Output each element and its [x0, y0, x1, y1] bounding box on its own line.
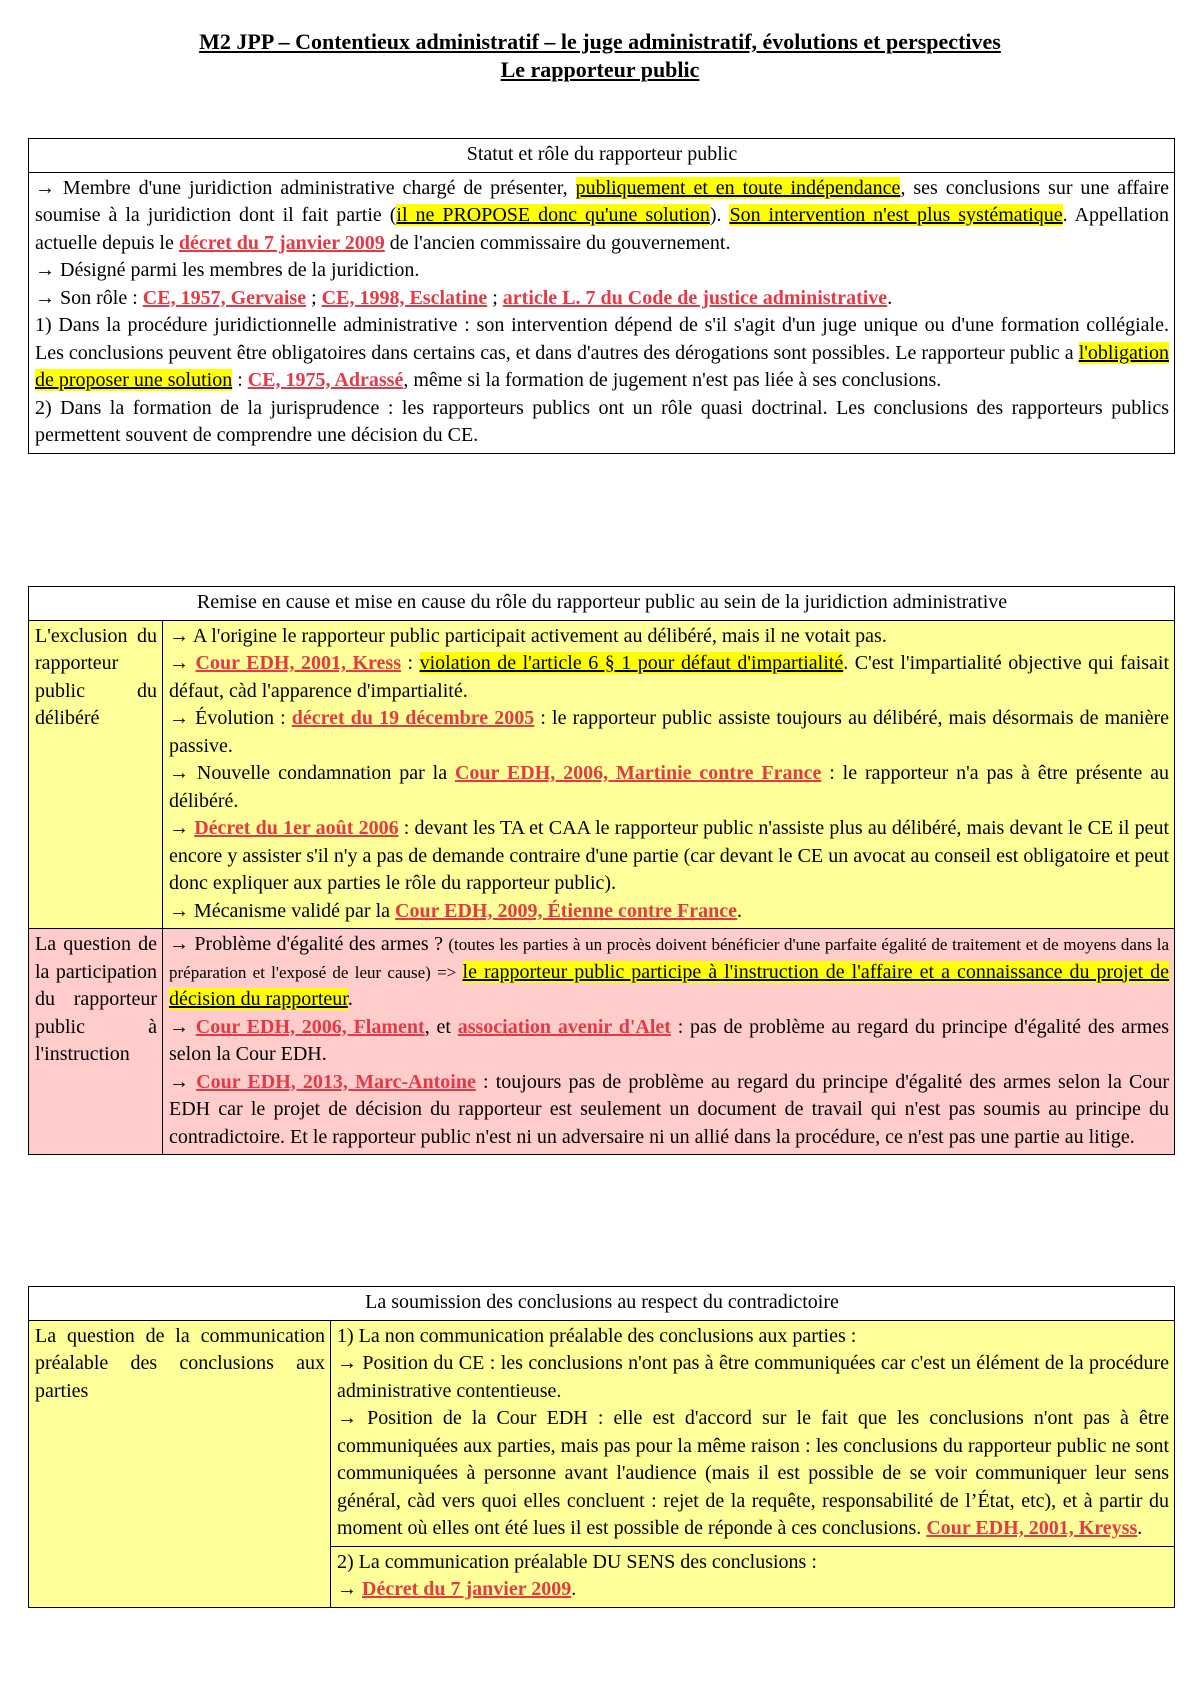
row-line: → Nouvelle condamnation par la Cour EDH, 2006, Martinie contre France : le rapporteur n'a pas à être présente au délibéré. [169, 762, 1169, 812]
row-line: → Problème d'égalité des armes ? (toutes les parties à un procès doivent bénéficier d'une parfaite égalité de traitement et de moyens dans la préparation et l'exposé de leur cause) => le rapporteur public participe à l'instruction de l'affaire et a connaissance du projet de décision du rapporteur. [169, 933, 1170, 1010]
title-line-course: M2 JPP – Contentieux administratif – le juge administratif, évolutions et perspectives [199, 29, 1001, 54]
legal-reference: Cour EDH, 2006, Martinie contre France [454, 762, 822, 784]
row-content [331, 1320, 1175, 1546]
paragraph-role: → Son rôle : CE, 1957, Gervaise ; CE, 1998, Esclatine ; article L. 7 du Code de justice administrative. [35, 286, 893, 309]
row-line: → Décret du 1er août 2006 : devant les TA et CAA le rapporteur public n'assiste plus au délibéré, mais devant le CE il peut encore y assister s'il n'y a pas de demande contraire d'une partie (car devant le CE un avocat au conseil est obligatoire et peut donc expliquer aux parties le rôle du rapporteur public). [169, 817, 1170, 894]
legal-reference: Cour EDH, 2009, Étienne contre France [395, 899, 738, 922]
highlight: violation de l'article 6 § 1 pour défaut d'impartialité [419, 652, 844, 674]
highlight: publiquement et en toute indépendance [575, 176, 901, 199]
legal-reference: Décret du 1er août 2006 [194, 817, 399, 839]
row-line: 1) La non communication préalable des conclusions aux parties : [337, 1324, 857, 1347]
highlight: il ne PROPOSE donc qu'une solution [396, 204, 710, 226]
table-heading: Remise en cause et mise en cause du rôle du rapporteur public au sein de la juridiction administrative [29, 587, 1175, 621]
legal-reference: Cour EDH, 2006, Flament [195, 1015, 425, 1038]
row-line: → Position de la Cour EDH : elle est d'accord sur le fait que les conclusions n'ont pas à être communiquées aux parties, mais pas pour la même raison : les conclusions du rapporteur public ne sont communiquées à personne avant l'audience (mais il est possible de se voir communiquer leur sens général, càd vers quoi elles concluent : rejet de la requête, responsabilité de l’État, etc), et à partir du moment où elles ont été lues il est possible de réponde à ces conclusions. Cour EDH, 2001, Kreyss. [337, 1407, 1169, 1539]
legal-reference: CE, 1957, Gervaise [142, 286, 307, 309]
table-row [29, 929, 1175, 1155]
row-line: 2) La communication préalable DU SENS des conclusions : [337, 1550, 817, 1573]
legal-reference: association avenir d'Alet [457, 1015, 671, 1038]
table-contradictoire [28, 1286, 1175, 1608]
highlight: l'obligation de proposer une solution [35, 341, 1169, 391]
row-label: La question de la participation du rapporteur public à l'instruction [29, 929, 163, 1155]
table-row [29, 1320, 1175, 1546]
title-line-topic: Le rapporteur public [500, 57, 700, 82]
row-label: La question de la communication préalable des conclusions aux parties [29, 1320, 331, 1607]
row-line: → Décret du 7 janvier 2009. [337, 1578, 577, 1600]
page-title [0, 28, 1200, 84]
legal-reference: Cour EDH, 2013, Marc-Antoine [196, 1070, 476, 1093]
legal-reference: CE, 1975, Adrassé [247, 369, 404, 391]
row-line: → Mécanisme validé par la Cour EDH, 2009, Étienne contre France. [169, 899, 743, 922]
row-line: → Cour EDH, 2006, Flament, et association avenir d'Alet : pas de problème au regard du principe d'égalité des armes selon la Cour EDH. [169, 1015, 1170, 1065]
row-line: → Cour EDH, 2001, Kress : violation de l'article 6 § 1 pour défaut d'impartialité. C'est l'impartialité objective qui faisait défaut, càd l'apparence d'impartialité. [169, 652, 1170, 702]
row-content [163, 620, 1175, 929]
legal-reference: article L. 7 du Code de justice administrative [502, 286, 888, 309]
legal-reference: Décret du 7 janvier 2009 [362, 1578, 572, 1600]
legal-reference: CE, 1998, Esclatine [321, 286, 488, 309]
paragraph-procedure: 1) Dans la procédure juridictionnelle administrative : son intervention dépend de s'il s'agit d'un juge unique ou d'une formation collégiale. Les conclusions peuvent être obligatoires dans certains cas, et dans d'autres des dérogations sont possibles. Le rapporteur public a l'obligation de proposer une solution : CE, 1975, Adrassé, même si la formation de jugement n'est pas liée à ses conclusions. [35, 314, 1169, 391]
table-heading: La soumission des conclusions au respect du contradictoire [29, 1287, 1175, 1321]
table-heading: Statut et rôle du rapporteur public [29, 139, 1175, 173]
legal-reference: Cour EDH, 2001, Kreyss [926, 1517, 1138, 1539]
row-content [331, 1546, 1175, 1607]
paragraph-membre: → Membre d'une juridiction administrative chargé de présenter, publiquement et en toute indépendance, ses conclusions sur une affaire soumise à la juridiction dont il fait partie (il ne PROPOSE donc qu'une solution). Son intervention n'est plus systématique. Appellation actuelle depuis le décret du 7 janvier 2009 de l'ancien commissaire du gouvernement. [35, 176, 1169, 254]
paragraph-jurisprudence: 2) Dans la formation de la jurisprudence : les rapporteurs publics ont un rôle quasi doctrinal. Les conclusions des rapporteurs publics permettent souvent de comprendre une décision du CE. [35, 396, 1169, 446]
row-line: → Position du CE : les conclusions n'ont pas à être communiquées car c'est un élément de la procédure administrative contentieuse. [337, 1352, 1169, 1402]
legal-reference: décret du 19 décembre 2005 [291, 707, 535, 729]
row-label: L'exclusion du rapporteur public du délibéré [29, 620, 163, 929]
legal-reference: Cour EDH, 2001, Kress [195, 652, 401, 674]
table-row [29, 620, 1175, 929]
table-body [29, 172, 1175, 453]
paragraph-designe: → Désigné parmi les membres de la juridiction. [35, 259, 420, 281]
row-line: → Cour EDH, 2013, Marc-Antoine : toujours pas de problème au regard du principe d'égalité des armes selon la Cour EDH car le projet de décision du rapporteur est seulement un document de travail qui n'est pas soumis au principe du contradictoire. Et le rapporteur public n'est ni un adversaire ni un allié dans la procédure, ce n'est pas une partie au litige. [169, 1070, 1170, 1148]
row-line: → Évolution : décret du 19 décembre 2005 : le rapporteur public assiste toujours au délibéré, mais désormais de manière passive. [169, 707, 1170, 757]
row-line: → A l'origine le rapporteur public participait activement au délibéré, mais il ne votait pas. [169, 624, 887, 647]
highlight: le rapporteur public participe à l'instruction de l'affaire et a connaissance du projet de décision du rapporteur [169, 960, 1170, 1010]
legal-reference: décret du 7 janvier 2009 [178, 231, 385, 254]
table-statut-role [28, 138, 1175, 454]
row-content [163, 929, 1175, 1155]
highlight: Son intervention n'est plus systématique [729, 204, 1063, 226]
table-remise-en-cause [28, 586, 1175, 1155]
